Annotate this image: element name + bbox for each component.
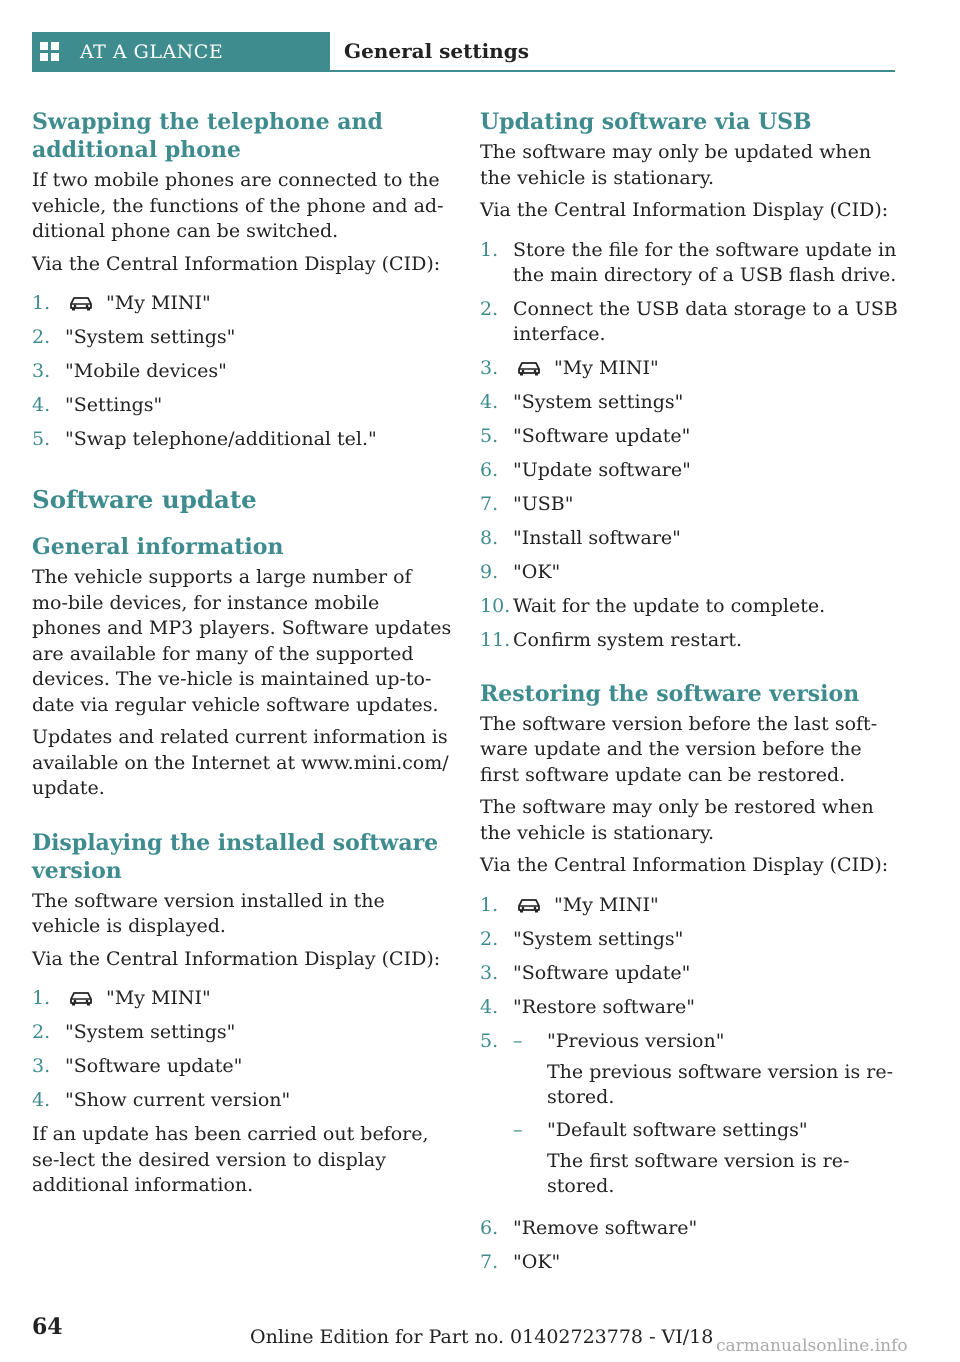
step-text: "System settings"	[65, 326, 236, 348]
list-item	[480, 492, 900, 517]
step-number: 5.	[480, 1029, 499, 1052]
sub-option-label: "Default software settings"	[547, 1118, 808, 1141]
paragraph: The software may only be restored when the vehicle is stationary.	[480, 796, 874, 844]
step-number: 2.	[32, 1021, 51, 1043]
list-item	[32, 1020, 452, 1045]
step-content	[65, 1020, 452, 1045]
list-item	[480, 594, 900, 619]
step-text: "Restore software"	[513, 995, 695, 1018]
list-item	[480, 1250, 900, 1275]
sub-option-label: "Previous version"	[547, 1029, 725, 1052]
sub-option	[513, 1029, 900, 1054]
step-number: 7.	[480, 1250, 499, 1273]
step-content	[513, 927, 900, 952]
step-content	[65, 325, 452, 350]
list-item	[32, 986, 452, 1011]
list-item	[32, 291, 452, 316]
list-item	[480, 526, 900, 551]
step-number: 3.	[480, 961, 499, 984]
step-content	[513, 1216, 900, 1241]
paragraph: The software version before the last soft‐ware update and the version before the first software update can be restored.	[480, 712, 878, 786]
step-number: 1.	[32, 987, 51, 1009]
step-content	[65, 1088, 452, 1113]
step-text: Connect the USB data storage to a USB interface.	[513, 297, 898, 345]
step-number: 5.	[480, 424, 499, 447]
list-item	[32, 1088, 452, 1113]
list-item	[480, 927, 900, 952]
step-number: 3.	[480, 356, 499, 379]
left-column	[32, 108, 452, 1206]
step-content	[513, 995, 900, 1020]
step-text: "Show current version"	[65, 1089, 291, 1111]
step-text: "Software update"	[65, 1055, 243, 1077]
step-number: 9.	[480, 560, 499, 583]
step-content	[513, 492, 900, 517]
step-text: "My MINI"	[106, 987, 211, 1009]
step-text: "Settings"	[65, 394, 163, 416]
step-number: 10.	[480, 594, 511, 617]
paragraph: If two mobile phones are connected to the vehicle, the functions of the phone and ad‐ditional phone can be switched.	[32, 169, 444, 242]
step-list	[480, 238, 900, 653]
step-content	[513, 893, 900, 918]
step-number: 2.	[480, 297, 499, 320]
step-number: 6.	[480, 458, 499, 481]
list-item	[480, 628, 900, 653]
step-number: 1.	[480, 893, 499, 916]
paragraph: Via the Central Information Display (CID):	[32, 252, 441, 275]
list-item	[480, 1029, 900, 1207]
step-content	[513, 1029, 900, 1207]
step-text: "OK"	[513, 560, 561, 583]
list-item	[480, 961, 900, 986]
step-text: "System settings"	[65, 1021, 236, 1043]
paragraph: Updates and related current information is available on the Internet at www.mini.com/ update.	[32, 726, 449, 799]
list-item	[32, 359, 452, 384]
watermark: carmanualsonline.info	[716, 1336, 908, 1356]
step-text: "My MINI"	[554, 893, 659, 916]
list-item	[32, 1054, 452, 1079]
step-number: 3.	[32, 360, 51, 382]
list-item	[480, 560, 900, 585]
page-number: 64	[32, 1314, 63, 1340]
step-text: Store the file for the software update in the main directory of a USB flash drive.	[513, 238, 897, 286]
section-tag: AT A GLANCE	[80, 41, 224, 63]
step-text: "Mobile devices"	[65, 360, 227, 382]
right-column	[480, 108, 900, 1284]
step-text: "Software update"	[513, 424, 691, 447]
step-number: 2.	[32, 326, 51, 348]
paragraph: The vehicle supports a large number of mo‐bile devices, for instance mobile phones and MP3 players. Software updates are available for many of the supported devices. The ve‐hicle is maintained up-to-date via regular vehicle software updates.	[32, 566, 452, 716]
list-item	[480, 297, 900, 347]
step-number: 3.	[32, 1055, 51, 1077]
list-item	[32, 393, 452, 418]
step-content	[513, 297, 900, 347]
heading-swap: Swapping the telephone and additional phone	[32, 109, 383, 163]
step-number: 7.	[480, 492, 499, 515]
step-number: 1.	[480, 238, 499, 261]
step-content	[65, 393, 452, 418]
car-icon	[68, 988, 94, 1004]
step-list	[32, 291, 452, 452]
section-tab	[32, 32, 330, 72]
step-text: "Software update"	[513, 961, 691, 984]
step-text: "Swap telephone/additional tel."	[65, 428, 377, 450]
list-item	[480, 238, 900, 288]
paragraph: Via the Central Information Display (CID):	[32, 947, 441, 970]
step-content	[65, 359, 452, 384]
list-item	[480, 356, 900, 381]
step-text: "My MINI"	[106, 292, 211, 314]
grid-icon	[40, 42, 66, 62]
list-item	[32, 427, 452, 452]
list-item	[480, 424, 900, 449]
step-text: Wait for the update to complete.	[513, 594, 826, 617]
car-icon	[516, 358, 542, 374]
step-content	[513, 424, 900, 449]
step-number: 5.	[32, 428, 51, 450]
step-list	[32, 986, 452, 1113]
paragraph: The software may only be updated when the vehicle is stationary.	[480, 141, 872, 189]
sub-option-description: The previous software version is re‐stored.	[547, 1060, 893, 1108]
dash-bullet: –	[513, 1118, 523, 1141]
step-content	[513, 594, 900, 619]
list-item	[480, 458, 900, 483]
step-text: "Install software"	[513, 526, 681, 549]
heading-display-version: Displaying the installed software version	[32, 829, 439, 884]
sub-option	[513, 1118, 900, 1143]
list-item	[480, 1216, 900, 1241]
step-content	[65, 1054, 452, 1079]
step-number: 4.	[480, 390, 499, 413]
step-number: 11.	[480, 628, 511, 651]
heading-general-information: General information	[32, 534, 284, 560]
list-item	[32, 325, 452, 350]
step-content	[65, 986, 452, 1011]
step-content	[513, 628, 900, 653]
step-number: 4.	[480, 995, 499, 1018]
step-text: "System settings"	[513, 390, 684, 413]
sub-option-description: The first software version is re‐stored.	[547, 1149, 850, 1197]
chapter-bar	[330, 32, 895, 72]
list-item	[480, 390, 900, 415]
step-content	[513, 560, 900, 585]
step-number: 4.	[32, 394, 51, 416]
car-icon	[516, 895, 542, 911]
paragraph: The software version installed in the vehicle is displayed.	[32, 889, 385, 937]
step-text: "Update software"	[513, 458, 691, 481]
list-item	[480, 893, 900, 918]
step-content	[513, 961, 900, 986]
step-text: "USB"	[513, 492, 574, 515]
heading-restore: Restoring the software version	[480, 680, 860, 707]
step-content	[513, 526, 900, 551]
list-item	[480, 995, 900, 1020]
step-number: 4.	[32, 1089, 51, 1111]
page-header	[32, 32, 895, 72]
step-content	[513, 458, 900, 483]
paragraph: Via the Central Information Display (CID):	[480, 854, 889, 876]
step-number: 2.	[480, 927, 499, 950]
chapter-title: General settings	[344, 39, 529, 63]
step-number: 6.	[480, 1216, 499, 1239]
paragraph: Via the Central Information Display (CID):	[480, 199, 889, 221]
step-content	[513, 1250, 900, 1275]
step-content	[513, 390, 900, 415]
step-content	[513, 356, 900, 381]
dash-bullet: –	[513, 1029, 523, 1052]
step-text: "My MINI"	[554, 356, 659, 379]
step-number: 8.	[480, 526, 499, 549]
paragraph: If an update has been carried out before, se‐lect the desired version to display additional information.	[32, 1123, 429, 1196]
step-content	[65, 427, 452, 452]
step-number: 1.	[32, 292, 51, 314]
heading-software-update: Software update	[32, 485, 257, 514]
step-text: "System settings"	[513, 927, 684, 950]
step-text: Confirm system restart.	[513, 628, 742, 651]
heading-usb-update: Updating software via USB	[480, 109, 812, 135]
step-list	[480, 893, 900, 1275]
step-content	[513, 238, 900, 288]
step-content	[65, 291, 452, 316]
step-text: "OK"	[513, 1250, 561, 1273]
car-icon	[68, 293, 94, 309]
step-text: "Remove software"	[513, 1216, 698, 1239]
edition-note: Online Edition for Part no. 01402723778 - VI/18	[250, 1326, 714, 1348]
